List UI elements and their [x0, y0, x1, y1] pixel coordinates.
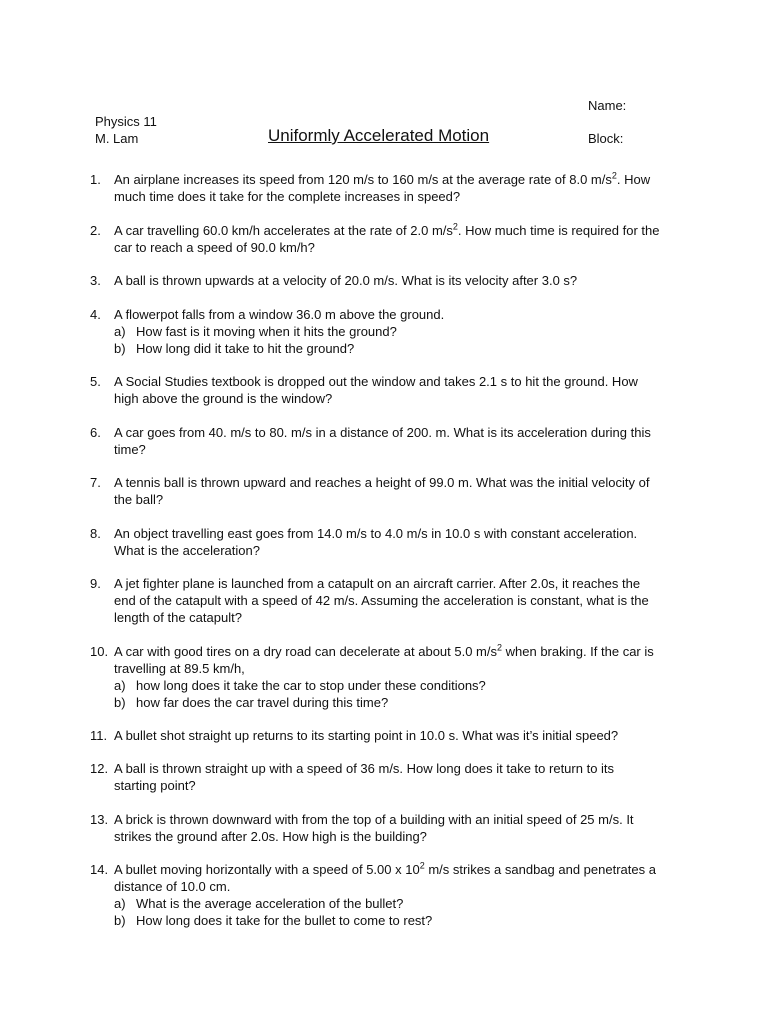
question-2	[90, 222, 660, 256]
question-number: 9.	[90, 576, 101, 591]
question-text: A car with good tires on a dry road can decelerate at about 5.0 $m/s^2$ when braking. If the car is travelling at 89.5 km/h,	[114, 642, 654, 676]
question-8	[90, 525, 660, 559]
sub-question-label: b)	[114, 913, 126, 928]
question-text: A ball is thrown straight up with a speed of 36 m/s. How long does it take to return to its starting point?	[114, 761, 615, 793]
question-number: 3.	[90, 273, 101, 288]
question-text: A Social Studies textbook is dropped out the window and takes 2.1 s to hit the ground. How high above the ground is the window?	[114, 374, 638, 406]
question-6	[90, 424, 660, 458]
page-title: Uniformly Accelerated Motion	[268, 126, 490, 145]
question-text: A brick is thrown downward with from the top of a building with an initial speed of 25 m/s. It strikes the ground after 2.0s. How high is the building?	[114, 812, 634, 844]
question-number: 5.	[90, 374, 101, 389]
question-text: A car travelling 60.0 km/h accelerates at the rate of 2.0 $m/s^2$. How much time is required for the car to reach a speed of 90.0 km/h?	[114, 221, 660, 255]
sub-question	[114, 677, 660, 694]
question-13	[90, 811, 660, 845]
sub-question	[114, 895, 660, 912]
question-number: 10.	[90, 644, 109, 659]
question-text: An object travelling east goes from 14.0 m/s to 4.0 m/s in 10.0 s with constant acceleration. What is the acceleration?	[114, 526, 638, 558]
question-text: A flowerpot falls from a window 36.0 m above the ground.	[114, 307, 445, 322]
question-9	[90, 575, 660, 626]
sub-question-label: a)	[114, 678, 126, 693]
block-label: Block:	[588, 131, 624, 146]
question-14	[90, 861, 660, 929]
sub-question	[114, 323, 660, 340]
sub-question-label: a)	[114, 324, 126, 339]
question-text: A bullet moving horizontally with a speed of 5.00 x $10^2$ m/s strikes a sandbag and penetrates a distance of 10.0 cm.	[114, 860, 656, 894]
name-label: Name:	[588, 98, 627, 113]
sub-question-text: how far does the car travel during this time?	[136, 695, 389, 710]
question-text: An airplane increases its speed from 120 m/s to 160 m/s at the average rate of 8.0 $m/s^2$. How much time does it take for the complete increases in speed?	[114, 170, 651, 204]
question-number: 2.	[90, 223, 101, 238]
question-number: 4.	[90, 307, 101, 322]
question-10	[90, 643, 660, 711]
question-12	[90, 760, 660, 794]
question-number: 7.	[90, 475, 101, 490]
question-text: A tennis ball is thrown upward and reaches a height of 99.0 m. What was the initial velocity of the ball?	[114, 475, 650, 507]
sub-question-label: a)	[114, 896, 126, 911]
sub-question	[114, 340, 660, 357]
question-number: 6.	[90, 425, 101, 440]
question-5	[90, 373, 660, 407]
question-text: A car goes from 40. m/s to 80. m/s in a distance of 200. m. What is its acceleration during this time?	[114, 425, 651, 457]
question-number: 14.	[90, 862, 109, 877]
sub-question-text: how long does it take the car to stop under these conditions?	[136, 678, 486, 693]
question-4	[90, 306, 660, 357]
sub-question	[114, 694, 660, 711]
question-number: 12.	[90, 761, 109, 776]
question-text: A jet fighter plane is launched from a catapult on an aircraft carrier. After 2.0s, it reaches the end of the catapult with a speed of 42 m/s. Assuming the acceleration is constant, what is the length of the catapult?	[114, 576, 649, 625]
sub-question-label: b)	[114, 341, 126, 356]
sub-question-text: What is the average acceleration of the bullet?	[136, 896, 404, 911]
question-number: 1.	[90, 172, 101, 187]
question-number: 8.	[90, 526, 101, 541]
sub-question-text: How long did it take to hit the ground?	[136, 341, 355, 356]
sub-question-text: How long does it take for the bullet to come to rest?	[136, 913, 433, 928]
question-number: 11.	[90, 728, 108, 743]
course-label: Physics 11	[95, 114, 157, 129]
sub-question-label: b)	[114, 695, 126, 710]
sub-question	[114, 912, 660, 929]
question-7	[90, 474, 660, 508]
question-11	[90, 727, 660, 744]
question-text: A ball is thrown upwards at a velocity of 20.0 m/s. What is its velocity after 3.0 s?	[114, 273, 578, 288]
question-text: A bullet shot straight up returns to its starting point in 10.0 s. What was it’s initial speed?	[114, 728, 619, 743]
sub-question-text: How fast is it moving when it hits the ground?	[136, 324, 397, 339]
question-1	[90, 171, 660, 205]
question-number: 13.	[90, 812, 109, 827]
teacher-label: M. Lam	[95, 131, 139, 146]
question-3	[90, 272, 660, 289]
